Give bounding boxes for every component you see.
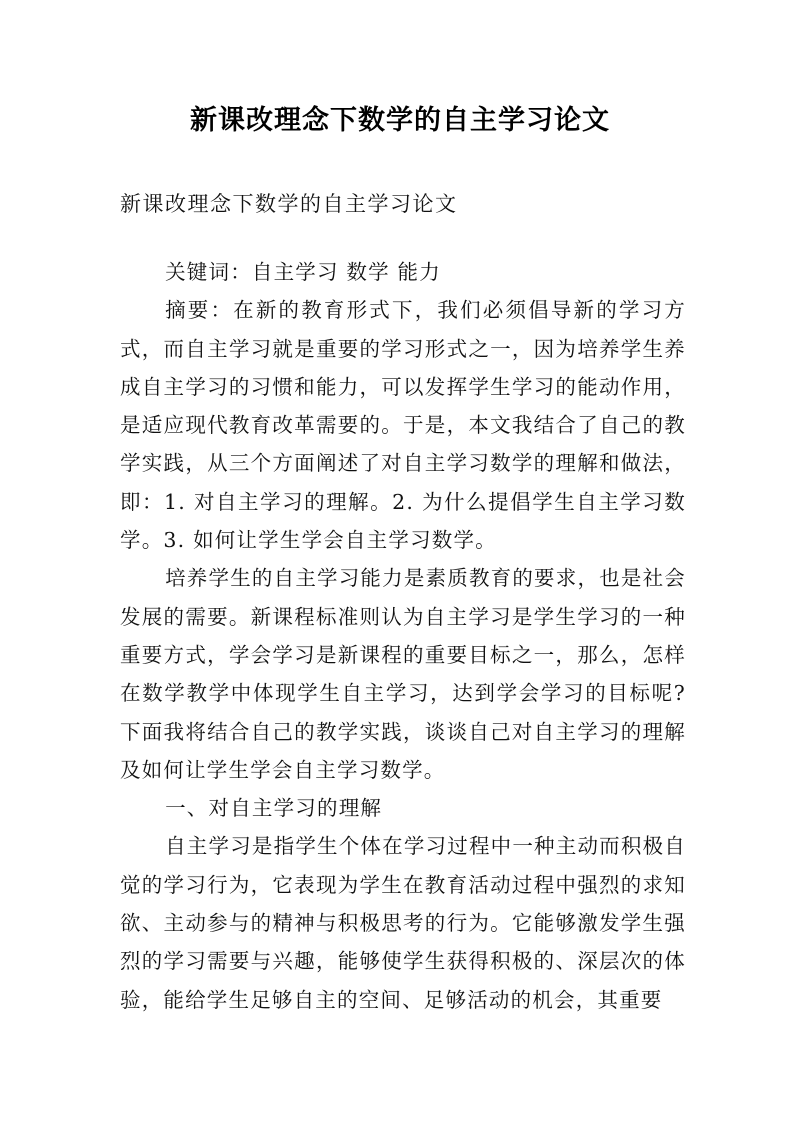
body-paragraph: 自主学习是指学生个体在学习过程中一种主动而积极自觉的学习行为，它表现为学生在教育活动过程中强烈的求知欲、主动参与的精神与积极思考的行为。它能够激发学生强烈的学习需要与兴趣，能够使学生获得积极的、深层次的体验，能给学生足够自主的空间、足够活动的机会，其重要 <box>120 834 686 1012</box>
body-paragraph: 培养学生的自主学习能力是素质教育的要求，也是社会发展的需要。新课程标准则认为自主学习是学生学习的一种重要方式，学会学习是新课程的重要目标之一，那么，怎样在数学教学中体现学生自主学习，达到学会学习的目标呢?下面我将结合自己的教学实践，谈谈自己对自主学习的理解及如何让学生学会自主学习数学。 <box>120 566 686 782</box>
document-title: 新课改理念下数学的自主学习论文 <box>190 105 610 136</box>
document-subtitle: 新课改理念下数学的自主学习论文 <box>120 192 458 216</box>
section-heading: 一、对自主学习的理解 <box>165 796 383 821</box>
abstract-paragraph: 摘要：在新的教育形式下，我们必须倡导新的学习方式，而自主学习就是重要的学习形式之一，因为培养学生养成自主学习的习惯和能力，可以发挥学生学习的能动作用，是适应现代教育改革需要的。于是，本文我结合了自己的教学实践，从三个方面阐述了对自主学习数学的理解和做法，即：1. 对自主学习的理解。2. 为什么提倡学生自主学习数学。3. 如何让学生学会自主学习数学。 <box>120 298 686 553</box>
keywords-paragraph: 关键词：自主学习 数学 能力 <box>165 260 441 284</box>
document-body <box>120 253 686 1019</box>
